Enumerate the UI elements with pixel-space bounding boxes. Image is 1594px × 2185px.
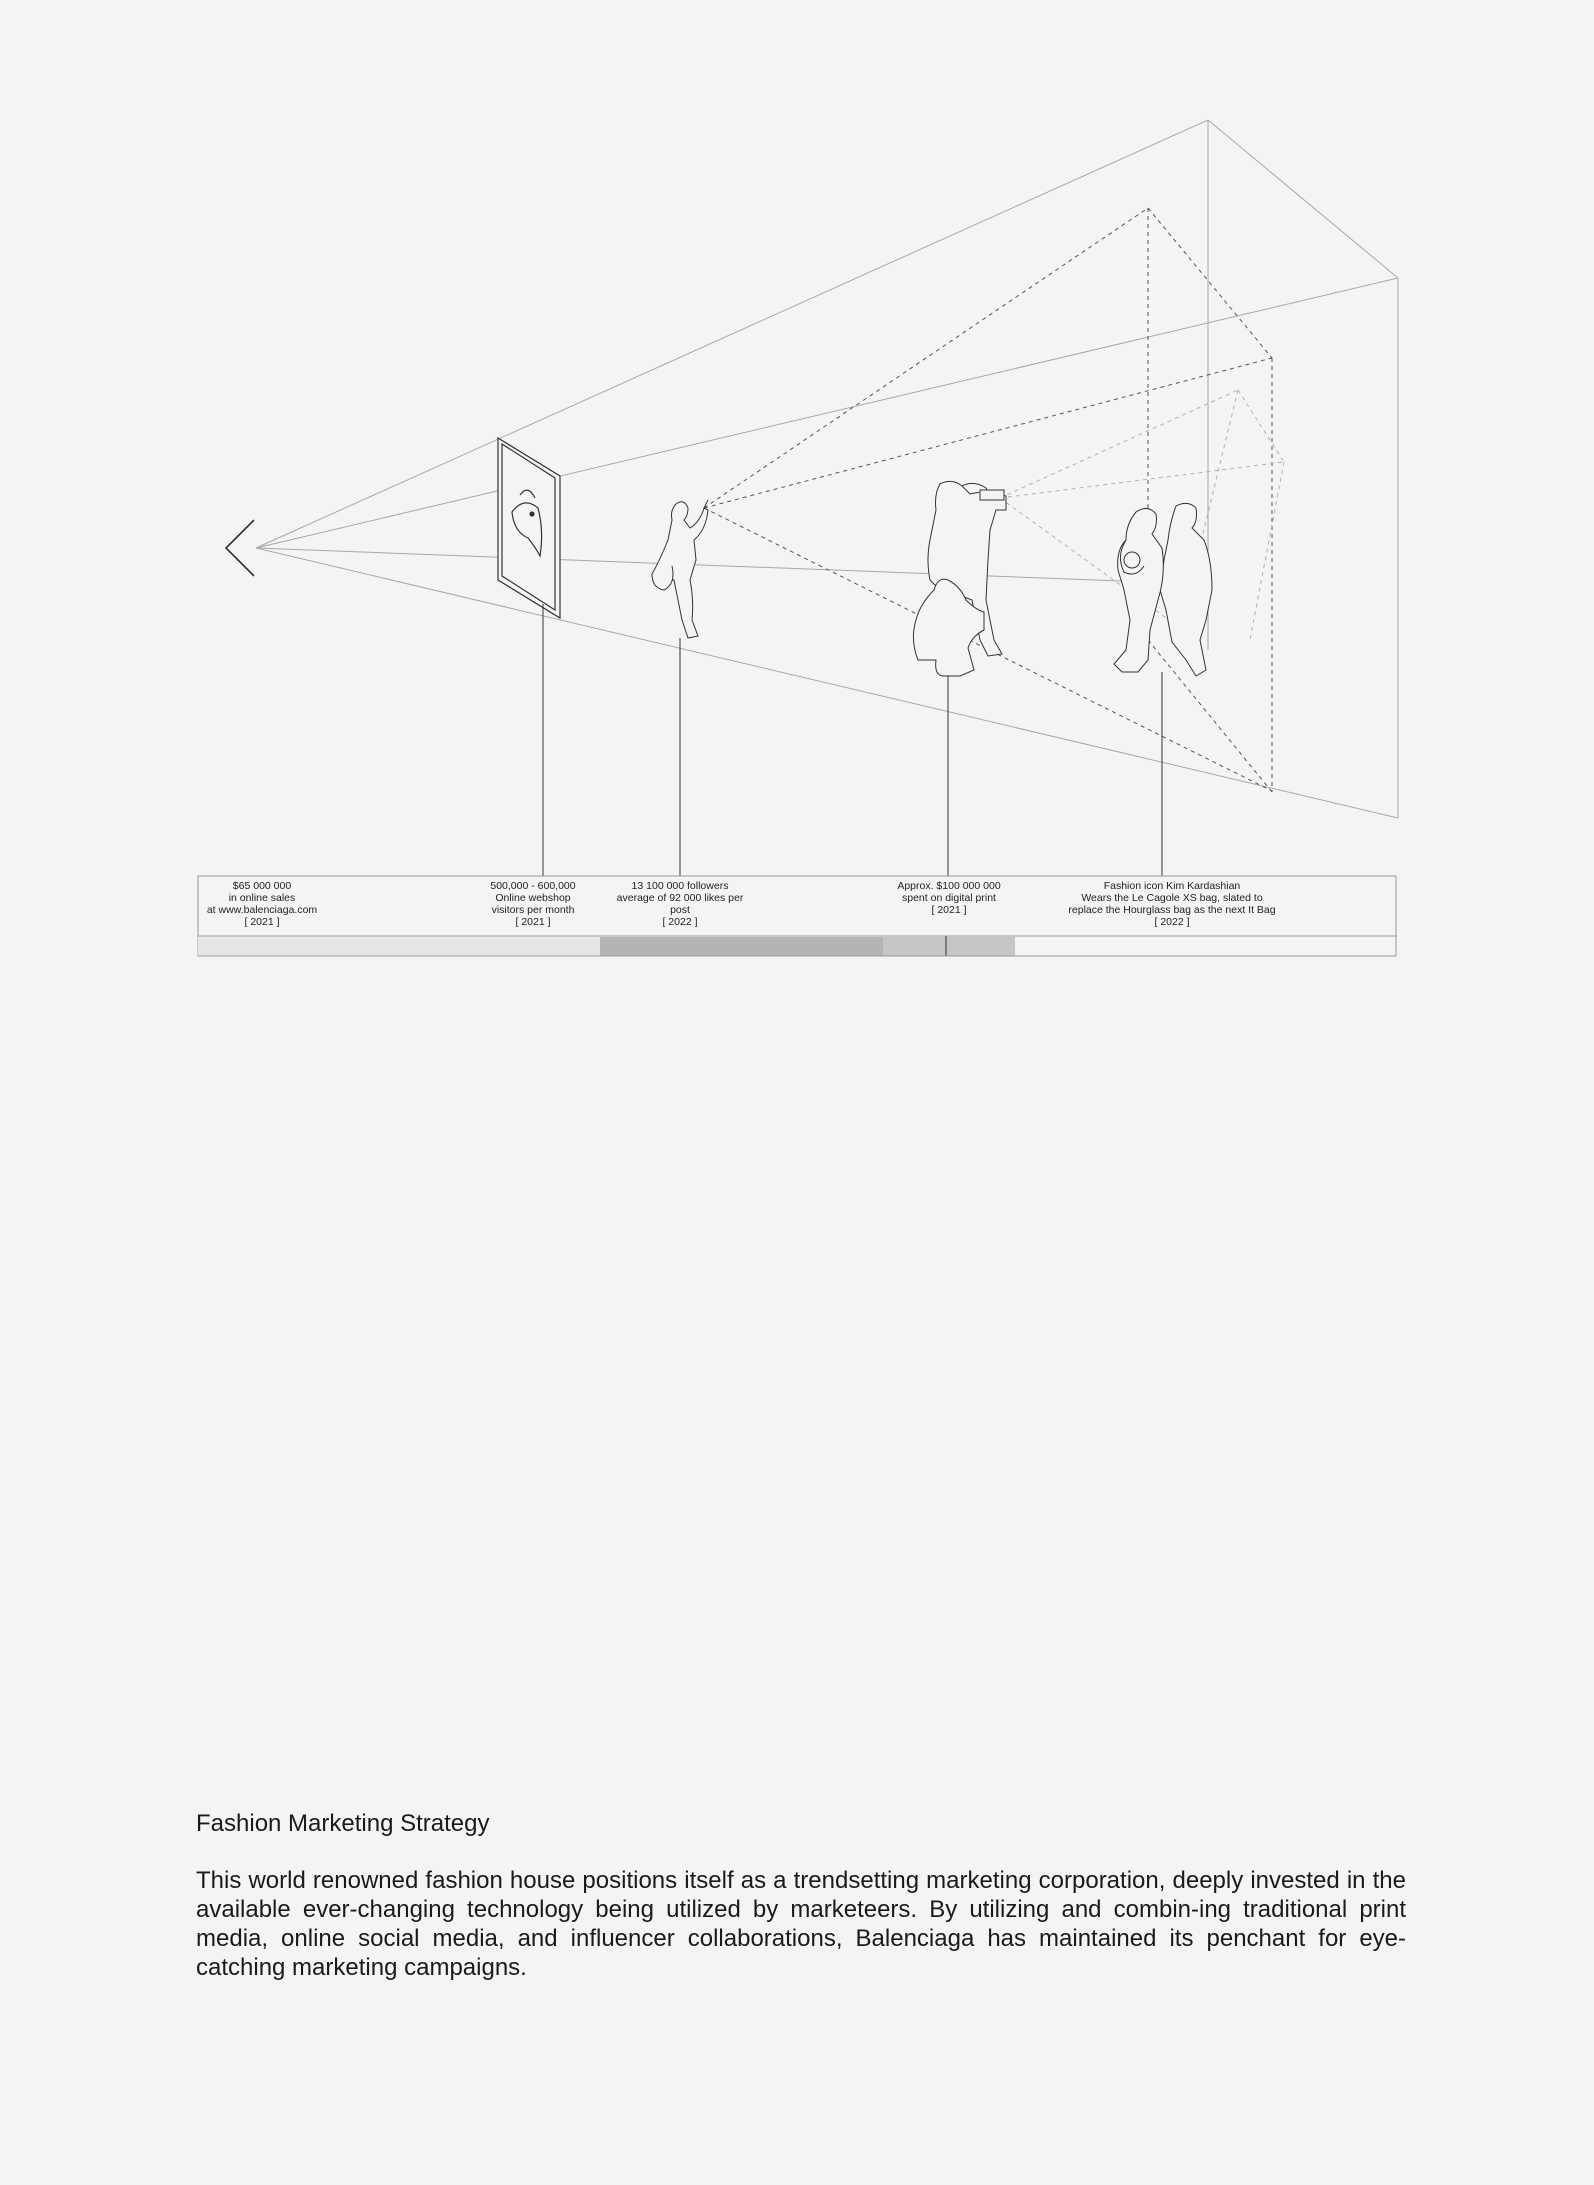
- text-block: [196, 1810, 1406, 1982]
- woman-with-phone-icon: [652, 500, 708, 638]
- segment-digital-print: [883, 937, 1015, 956]
- page-title: Fashion Marketing Strategy: [196, 1810, 490, 1837]
- outer-perspective-lines: [256, 120, 1398, 818]
- chevron-left-icon[interactable]: [226, 520, 254, 576]
- caption-online-sales: $65 000 000 in online sales at www.balenciaga.com [ 2021 ]: [206, 880, 318, 928]
- caption-followers: 13 100 000 followers average of 92 000 likes per post [ 2022 ]: [616, 880, 744, 928]
- segment-online-sales: [198, 937, 600, 956]
- caption-influencer: Fashion icon Kim Kardashian Wears the Le Cagole XS bag, slated to replace the Hourglass bag as the next It Bag [ 2022 ]: [1068, 880, 1276, 928]
- caption-webshop-visitors: 500,000 - 600,000 Online webshop visitors per month [ 2021 ]: [490, 880, 576, 928]
- segment-social-followers: [600, 937, 883, 956]
- framed-bag-poster-icon: [498, 438, 560, 618]
- caption-digital-print: Approx. $100 000 000 spent on digital print [ 2021 ]: [897, 880, 1001, 916]
- body-paragraph: This world renowned fashion house positions itself as a trendsetting marketing corporation, deeply invested in the available ever-changing technology being utilized by marketeers. By utilizing and combin-ing traditional print media, online social media, and influencer collaborations, Balenciaga has maintained its penchant for eye-catching marketing campaigns.: [196, 1867, 1406, 1981]
- photographers-group-icon: [913, 481, 1006, 676]
- couple-icon: [1114, 503, 1212, 676]
